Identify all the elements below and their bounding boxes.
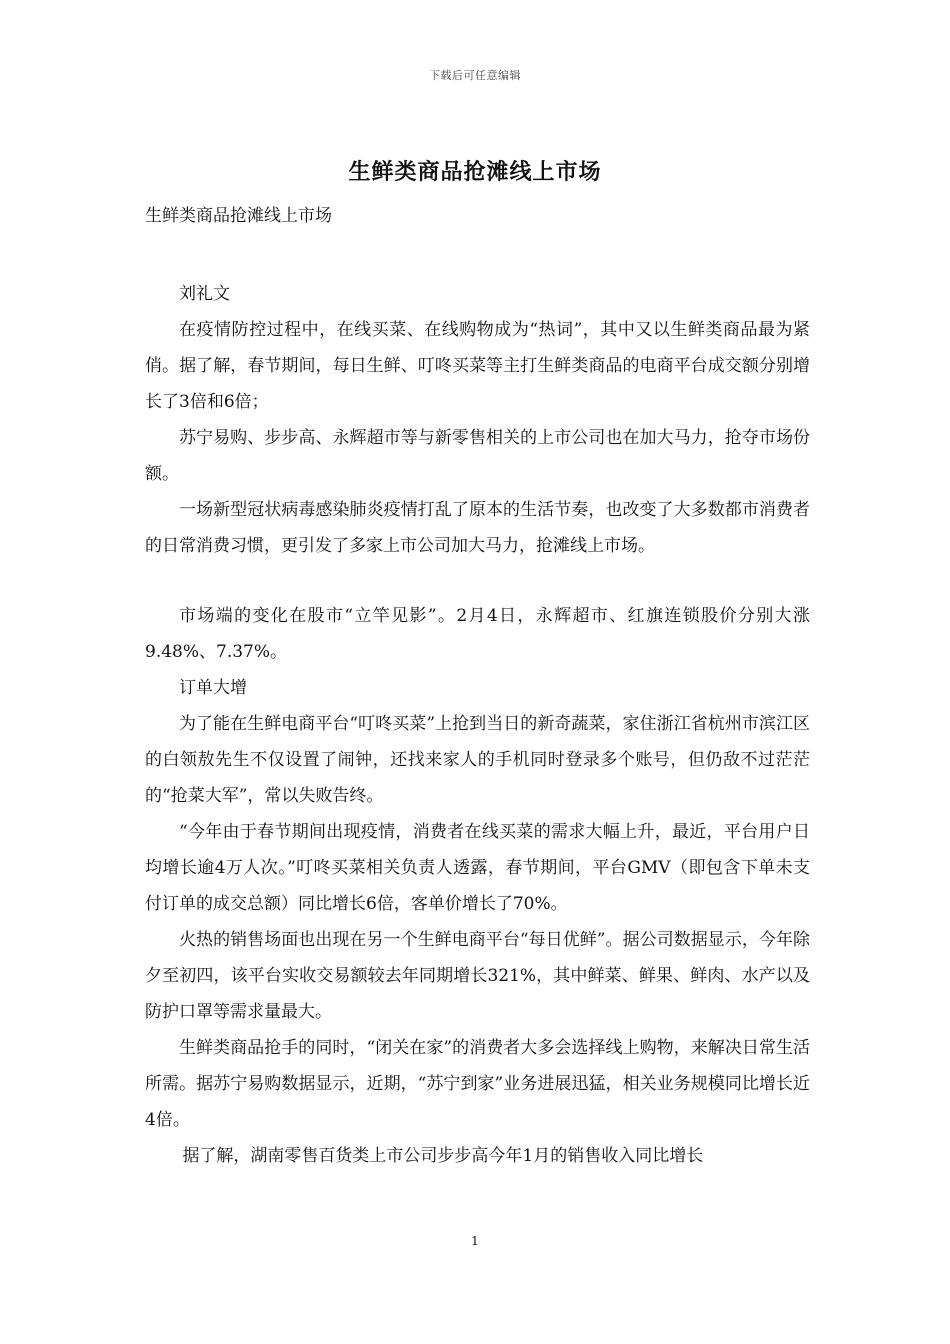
paragraph: 生鲜类商品抢手的同时，“闭关在家”的消费者大多会选择线上购物，来解决日常生活所需。据苏宁易购数据显示，近期，“苏宁到家”业务进展迅猛，相关业务规模同比增长近4倍。 (145, 1038, 810, 1130)
paragraph: 在疫情防控过程中，在线买菜、在线购物成为“热词”，其中又以生鲜类商品最为紧俏。据了解，春节期间，每日生鲜、叮咚买菜等主打生鲜类商品的电商平台成交额分别增长了3倍和6倍； (145, 320, 810, 412)
section-heading: 订单大增 (179, 678, 247, 698)
article-body (145, 276, 810, 1174)
paragraph: 一场新型冠状病毒感染肺炎疫情打乱了原本的生活节奏，也改变了大多数都市消费者的日常消费习惯，更引发了多家上市公司加大马力，抢滩线上市场。 (145, 500, 810, 556)
header-note: 下载后可任意编辑 (429, 69, 521, 82)
paragraph: 火热的销售场面也出现在另一个生鲜电商平台“每日优鲜”。据公司数据显示，今年除夕至初四，该平台实收交易额较去年同期增长321%，其中鲜菜、鲜果、鲜肉、水产以及防护口罩等需求量最大。 (145, 930, 810, 1022)
paragraph: 苏宁易购、步步高、永辉超市等与新零售相关的上市公司也在加大马力，抢夺市场份额。 (145, 428, 810, 484)
page-number: 1 (471, 1234, 479, 1248)
paragraph: 据了解，湖南零售百货类上市公司步步高今年1月的销售收入同比增长 (182, 1146, 704, 1166)
article-title: 生鲜类商品抢滩线上市场 (348, 159, 602, 185)
author-line: 刘礼文 (179, 284, 230, 304)
paragraph: 为了能在生鲜电商平台“叮咚买菜”上抢到当日的新奇蔬菜，家住浙江省杭州市滨江区的白领敖先生不仅设置了闹钟，还找来家人的手机同时登录多个账号，但仍敌不过茫茫的“抢菜大军”，常以失败告终。 (145, 714, 810, 806)
paragraph: 市场端的变化在股市“立竿见影”。2月4日，永辉超市、红旗连锁股价分别大涨9.48%、7.37%。 (145, 606, 810, 662)
article-subtitle: 生鲜类商品抢滩线上市场 (145, 206, 332, 226)
paragraph: “今年由于春节期间出现疫情，消费者在线买菜的需求大幅上升，最近，平台用户日均增长逾4万人次。”叮咚买菜相关负责人透露，春节期间，平台GMV（即包含下单未支付订单的成交总额）同比增长6倍，客单价增长了70%。 (145, 822, 810, 914)
